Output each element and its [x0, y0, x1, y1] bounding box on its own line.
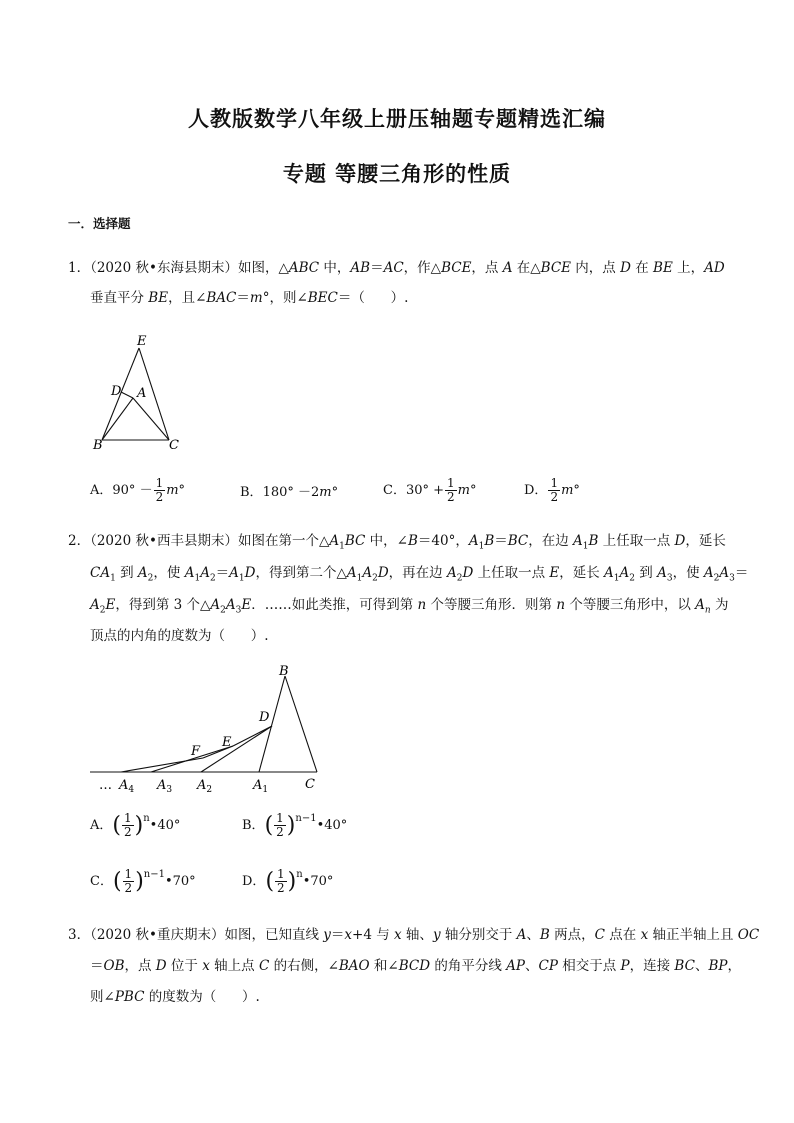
q2-label-c: C: [305, 777, 315, 792]
q1-label-d: D: [111, 384, 122, 399]
q2-option-d[interactable]: D．( $\frac{1}{2}$ )$^n$•70°: [242, 867, 334, 895]
q2-number: 2．: [68, 533, 91, 549]
q2-line3: $A_2E$，得到第 3 个$\triangle A_2A_3E$．……如此类推，可得到第 n 个等腰三角形．则第 n 个等腰三角形中，以 $A_n$ 为: [90, 597, 729, 616]
q2-option-a[interactable]: A．( $\frac{1}{2}$ )$^n$•40°: [90, 811, 181, 839]
q2-label-f: F: [191, 744, 201, 759]
q2-label-d: D: [259, 710, 270, 725]
q2-label-a3: $A_3$: [157, 778, 173, 795]
q2-line1: 2．（2020 秋•西丰县期末）如图在第一个$\triangle A_1BC$ 中，∠B＝40°，$A_1B=BC$，在边 $A_1B$ 上任取一点 D，延长: [68, 533, 726, 552]
q1-line2: 垂直平分 BE，且∠BAC＝m°，则∠BEC＝（ ）.: [90, 290, 409, 306]
q1-option-b[interactable]: B．180° －2m°: [240, 485, 339, 500]
q1-label-e: E: [137, 334, 147, 349]
q2-option-c[interactable]: C．( $\frac{1}{2}$ )$^{n-1}$•70°: [90, 867, 196, 895]
q2-label-dots: …: [99, 778, 112, 793]
page-subtitle: 专题 等腰三角形的性质: [282, 161, 512, 186]
q1-label-b: B: [93, 438, 103, 453]
section-heading: 一．选择题: [68, 216, 131, 231]
q2-line4: 顶点的内角的度数为（ ）.: [90, 628, 269, 644]
q2-source: （2020 秋•西丰县期末）: [90, 533, 238, 549]
q2-line2: $CA_1$ 到 $A_2$，使 $A_1A_2=A_1D$，得到第二个$\triangle A_1A_2D$，再在边 $A_2D$ 上任取一点 E，延长 $A_1A_2$ 到 $A_3$，使 $A_2A_3=$: [90, 565, 749, 584]
q1-edge-da: [121, 392, 133, 398]
q3-line2: ＝OB，点 D 位于 x 轴上点 C 的右侧，∠BAO 和∠BCD 的角平分线 AP、CP 相交于点 P，连接 BC、BP，: [90, 958, 741, 974]
q1-edge-ca: [133, 398, 169, 440]
q1-label-c: C: [169, 438, 179, 453]
q1-option-d[interactable]: D． $\frac{1}{2}$ m°: [524, 476, 580, 504]
q1-option-a[interactable]: A．90° － $\frac{1}{2}$ m°: [90, 476, 186, 504]
q1-diagram: [85, 328, 195, 453]
q1-source: （2020 秋•东海县期末）: [90, 260, 238, 276]
q1-label-a: A: [137, 386, 147, 401]
q3-number: 3．: [68, 927, 91, 943]
q1-option-c[interactable]: C．30° + $\frac{1}{2}$ m°: [383, 476, 477, 504]
q1-number: 1．: [68, 260, 91, 276]
q3-line1: 3．（2020 秋•重庆期末）如图，已知直线 y＝x+4 与 x 轴、y 轴分别交于 A、B 两点，C 点在 x 轴正半轴上且 OC: [68, 927, 760, 943]
q3-source: （2020 秋•重庆期末）: [90, 927, 225, 943]
q2-edge-bc: [285, 676, 317, 772]
q2-label-a4: $A_4$: [119, 778, 135, 795]
q2-label-e: E: [222, 735, 232, 750]
q2-label-b: B: [279, 664, 289, 679]
q2-label-a2: $A_2$: [197, 778, 213, 795]
q2-diagram: [85, 658, 335, 798]
q1-edge-ba: [102, 398, 133, 440]
q2-edge-de: [233, 726, 272, 746]
page-title: 人教版数学八年级上册压轴题专题精选汇编: [188, 106, 606, 131]
q2-option-b[interactable]: B．( $\frac{1}{2}$ )$^{n-1}$•40°: [242, 811, 348, 839]
q1-line1: 1．（2020 秋•东海县期末）如图，△ABC 中，AB＝AC，作△BCE，点 A 在△BCE 内，点 D 在 BE 上，AD: [68, 260, 725, 276]
q2-label-a1: $A_1$: [253, 778, 269, 795]
q2-edge-fa4: [121, 758, 203, 772]
q3-line3: 则∠PBC 的度数为（ ）.: [90, 989, 260, 1005]
